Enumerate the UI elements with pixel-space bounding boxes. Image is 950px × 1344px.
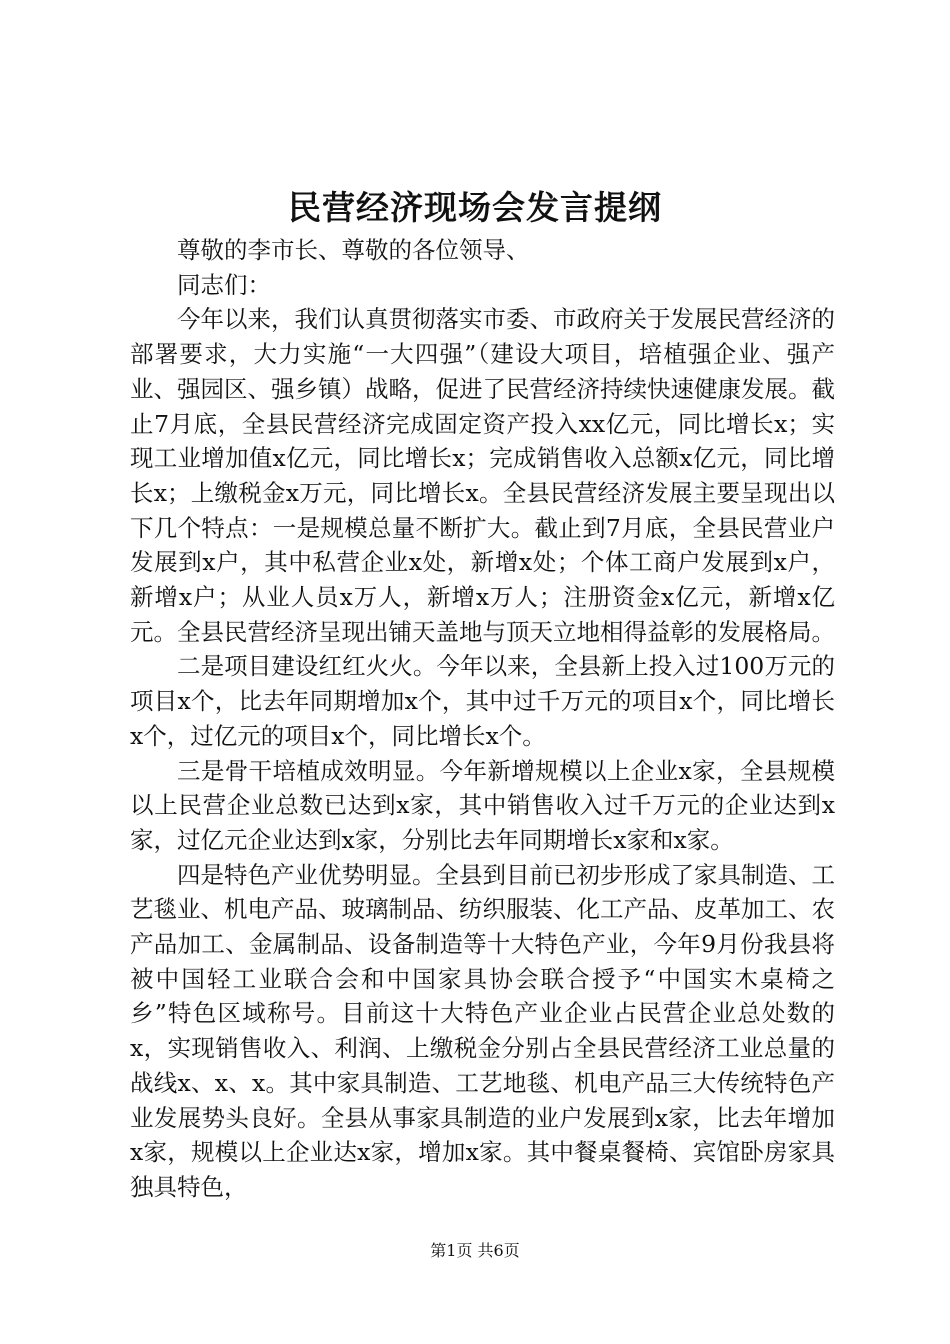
salutation-line: 尊敬的李市长、尊敬的各位领导、 [177, 236, 530, 264]
document-title: 民营经济现场会发言提纲 [288, 188, 662, 227]
body-paragraph: 四是特色产业优势明显。全县到目前已初步形成了家具制造、工艺毯业、机电产品、玻璃制品、纺织服装、化工产品、皮革加工、农产品加工、金属制品、设备制造等十大特色产业，今年9月份我县将被中国轻工业联合会和中国家具协会联合授予“中国实木桌椅之乡”特色区域称号。目前这十大特色产业企业占民营企业总处数的x，实现销售收入、利润、上缴税金分别占全县民营经济工业总量的战线x、x、x。其中家具制造、工艺地毯、机电产品三大传统特色产业发展势头良好。全县从事家具制造的业户发展到x家，比去年增加x家，规模以上企业达x家，增加x家。其中餐桌餐椅、宾馆卧房家具独具特色， [130, 860, 835, 1201]
body-paragraph: 今年以来，我们认真贯彻落实市委、市政府关于发展民营经济的部署要求，大力实施“一大四强”（建设大项目，培植强企业、强产业、强园区、强乡镇）战略，促进了民营经济持续快速健康发展。截止7月底，全县民营经济完成固定资产投入xx亿元，同比增长x；实现工业增加值x亿元，同比增长x；完成销售收入总额x亿元，同比增长x；上缴税金x万元，同比增长x。全县民营经济发展主要呈现出以下几个特点：一是规模总量不断扩大。截止到7月底，全县民营业户发展到x户，其中私营企业x处，新增x处；个体工商户发展到x户，新增x户；从业人员x万人，新增x万人；注册资金x亿元，新增x亿元。全县民营经济呈现出铺天盖地与顶天立地相得益彰的发展格局。 [130, 305, 835, 646]
page-footer: 第1页 共6页 [430, 1241, 520, 1260]
document-body [130, 233, 835, 1205]
body-paragraph: 三是骨干培植成效明显。今年新增规模以上企业x家，全县规模以上民营企业总数已达到x家，其中销售收入过千万元的企业达到x家，过亿元企业达到x家，分别比去年同期增长x家和x家。 [130, 756, 835, 854]
body-paragraph: 二是项目建设红红火火。今年以来，全县新上投入过100万元的项目x个，比去年同期增加x个，其中过千万元的项目x个，同比增长x个，过亿元的项目x个，同比增长x个。 [130, 652, 835, 750]
salutation-line: 同志们： [177, 270, 271, 299]
